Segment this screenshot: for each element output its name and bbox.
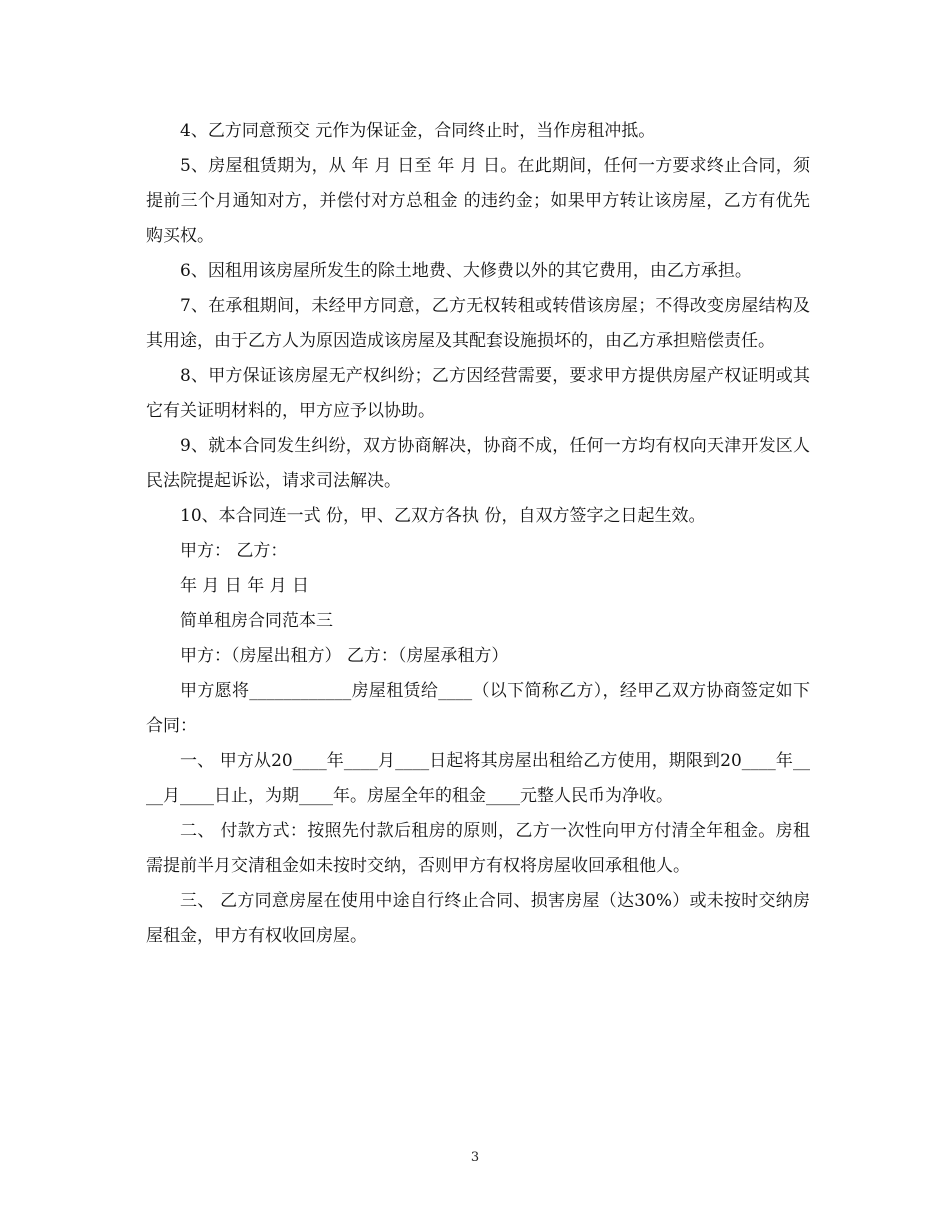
clause-9-disputes: 9、就本合同发生纠纷，双方协商解决，协商不成，任何一方均有权向天津开发区人民法院提起诉讼，请求司法解决。	[146, 436, 810, 491]
document-body	[146, 114, 810, 954]
parties-line: 甲方：（房屋出租方） 乙方：（房屋承租方）	[180, 646, 509, 666]
intro-paragraph: 甲方愿将____________房屋租赁给____（以下简称乙方），经甲乙双方协商签定如下合同：	[146, 681, 810, 736]
signature-dates: 年 月 日 年 月 日	[180, 576, 310, 596]
clause-4-deposit: 4、乙方同意预交 元作为保证金，合同终止时，当作房租冲抵。	[180, 121, 656, 141]
article-2-payment: 二、 付款方式：按照先付款后租房的原则，乙方一次性向甲方付清全年租金。房租需提前半月交清租金如未按时交纳，否则甲方有权将房屋收回承租他人。	[146, 821, 810, 876]
clause-10-copies: 10、本合同连一式 份，甲、乙双方各执 份，自双方签字之日起生效。	[180, 506, 706, 526]
section-title: 简单租房合同范本三	[180, 611, 333, 631]
signature-parties: 甲方： 乙方：	[180, 541, 288, 561]
article-1-term: 一、 甲方从20____年____月____日起将其房屋出租给乙方使用，期限到20____年____月____日止，为期____年。房屋全年的租金____元整人民币为净收。	[146, 751, 810, 806]
clause-8-property-rights: 8、甲方保证该房屋无产权纠纷；乙方因经营需要，要求甲方提供房屋产权证明或其它有关证明材料的，甲方应予以协助。	[146, 366, 810, 421]
clause-7-sublease: 7、在承租期间，未经甲方同意，乙方无权转租或转借该房屋；不得改变房屋结构及其用途，由于乙方人为原因造成该房屋及其配套设施损坏的，由乙方承担赔偿责任。	[146, 296, 810, 351]
clause-5-lease-term: 5、房屋租赁期为，从 年 月 日至 年 月 日。在此期间，任何一方要求终止合同，须提前三个月通知对方，并偿付对方总租金 的违约金；如果甲方转让该房屋，乙方有优先购买权。	[146, 156, 810, 246]
clause-6-other-fees: 6、因租用该房屋所发生的除土地费、大修费以外的其它费用，由乙方承担。	[180, 261, 752, 281]
page-number: 3	[470, 1150, 480, 1165]
article-3-termination: 三、 乙方同意房屋在使用中途自行终止合同、损害房屋（达30%）或未按时交纳房屋租金，甲方有权收回房屋。	[146, 891, 810, 946]
